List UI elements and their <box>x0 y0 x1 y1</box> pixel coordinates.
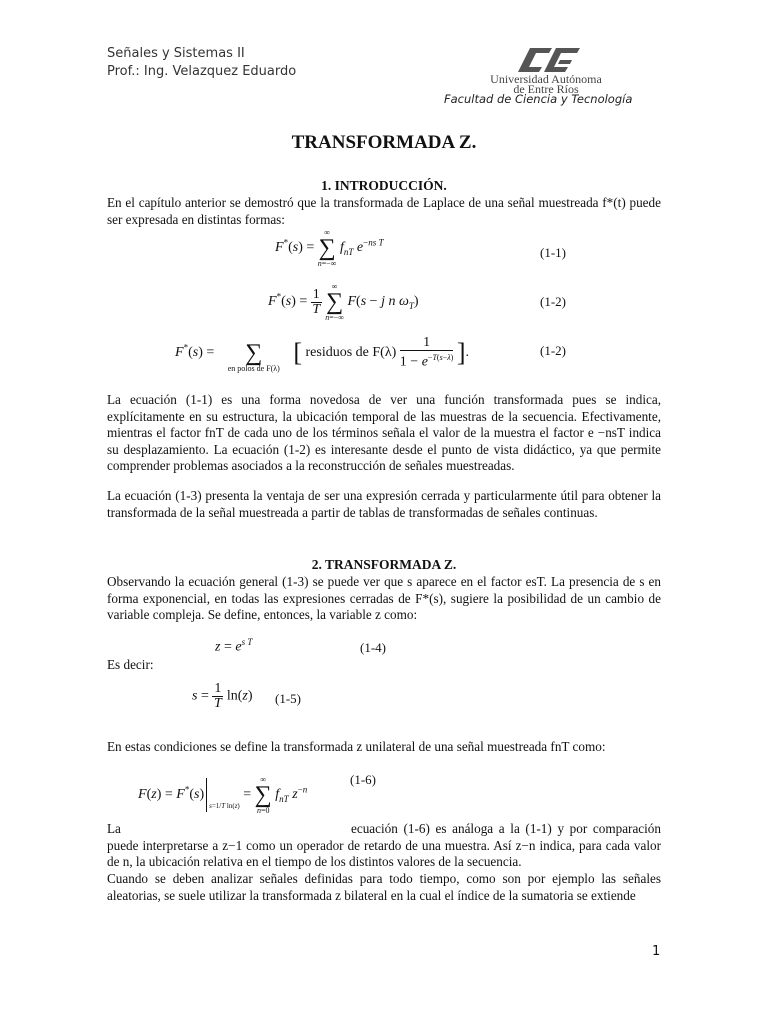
university-line-1: Universidad Autónoma <box>490 72 602 86</box>
equation-label: (1-1) <box>540 245 566 260</box>
section-2-title: 2. TRANSFORMADA Z. <box>311 557 457 572</box>
paragraph-analogy-text: ecuación (1-6) es análoga a la (1-1) y por comparación puede interpretarse a z−1 como un operador de retardo de una muestra. Así z−n indica, para cada valor de n, la ubicación relativa en el tiempo de los distintos valores de la secuencia. <box>107 821 661 870</box>
page-title: TRANSFORMADA Z. <box>291 132 477 153</box>
equation-label: (1-2) <box>540 294 566 309</box>
paragraph-lead-word: La <box>107 821 121 836</box>
paragraph-z-definition: En estas condiciones se define la transformada z unilateral de una señal muestreada fnT como: <box>107 739 606 754</box>
equation-1-5: s = $\frac{1}{T}$ ln(z) <box>192 681 253 711</box>
sum-range-label: en polos de F(λ) <box>227 364 280 373</box>
paragraph-bilateral: Cuando se deben analizar señales definidas para todo tiempo, como son por ejemplo las señales aleatorias, se suele utilizar la transformada z bilateral en la cual el índice de la sumatoria se extiende <box>107 871 661 903</box>
faculty-name: Facultad de Ciencia y Tecnología <box>444 92 633 106</box>
paragraph-z-intro: Observando la ecuación general (1-3) se puede ver que s aparece en el factor esT. La presencia de s en forma exponencial, en todas las expresiones cerradas de F*(s), sugiere la posibilidad de un cambio de variable compleja. Se define, entonces, la variable z como: <box>107 574 661 623</box>
course-name: Señales y Sistemas II <box>107 46 245 61</box>
equation-1-2: F*(s) = $\frac{1}{T}$ ∞ ∑ n=−∞ F(s − j n $\omega_T$) <box>268 282 419 322</box>
equation-label: (1-5) <box>275 691 301 706</box>
equation-1-3: F*(s) = ∑ en polos de F(λ) [ residuos de F(λ) $\frac{1}{1 - e^{-T(s-\lambda)}}$ ]. <box>175 335 470 373</box>
equation-1-4: $z = e^{s T}$ <box>215 637 253 655</box>
professor-name: Prof.: Ing. Velazquez Eduardo <box>107 64 297 79</box>
paragraph-es-decir: Es decir: <box>107 657 154 672</box>
paragraph-eq-1-1-discussion: La ecuación (1-1) es una forma novedosa de ver una función transformada pues se indica, explícitamente en su estructura, la ubicación temporal de las muestras de la secuencia. Efectivamente, mientras el factor fnT de cada uno de los términos señala el valor de la muestra el factor e −nsT indica su desplazamiento. La ecuación (1-2) es interesante desde el punto de vista didáctico, ya que permite comprender problemas asociados a la reconstrucción de señales muestreadas. <box>107 392 661 474</box>
university-name <box>466 74 626 94</box>
paragraph-intro: En el capítulo anterior se demostró que la transformada de Laplace de una señal muestreada f*(t) puede ser expresada en distintas formas: <box>107 195 661 227</box>
paragraph-analogy <box>107 821 661 871</box>
page-number: 1 <box>652 944 661 959</box>
paragraph-eq-1-3-discussion: La ecuación (1-3) presenta la ventaja de ser una expresión cerrada y particularmente útil para obtener la transformada de la señal muestreada a partir de tablas de transformadas de señales continuas. <box>107 488 661 520</box>
residues-text: residuos de F(λ) <box>305 345 397 361</box>
equation-label: (1-6) <box>350 772 376 787</box>
equation-1-6: $F(z) = F^*(s)_{s=1/T ln(z)}$ = ∞ ∑ n=0 $f_{nT}$ $z^{-n}$ <box>138 775 308 815</box>
university-line-2: de Entre Ríos <box>513 82 579 96</box>
equation-label: (1-4) <box>360 640 386 655</box>
equation-label: (1-2) <box>540 343 566 358</box>
section-1-title: 1. INTRODUCCIÓN. <box>321 178 447 193</box>
equation-1-1: F*(s) = ∞ ∑ n=−∞ $f_{nT}$ $e^{-ns T}$ <box>275 228 384 268</box>
